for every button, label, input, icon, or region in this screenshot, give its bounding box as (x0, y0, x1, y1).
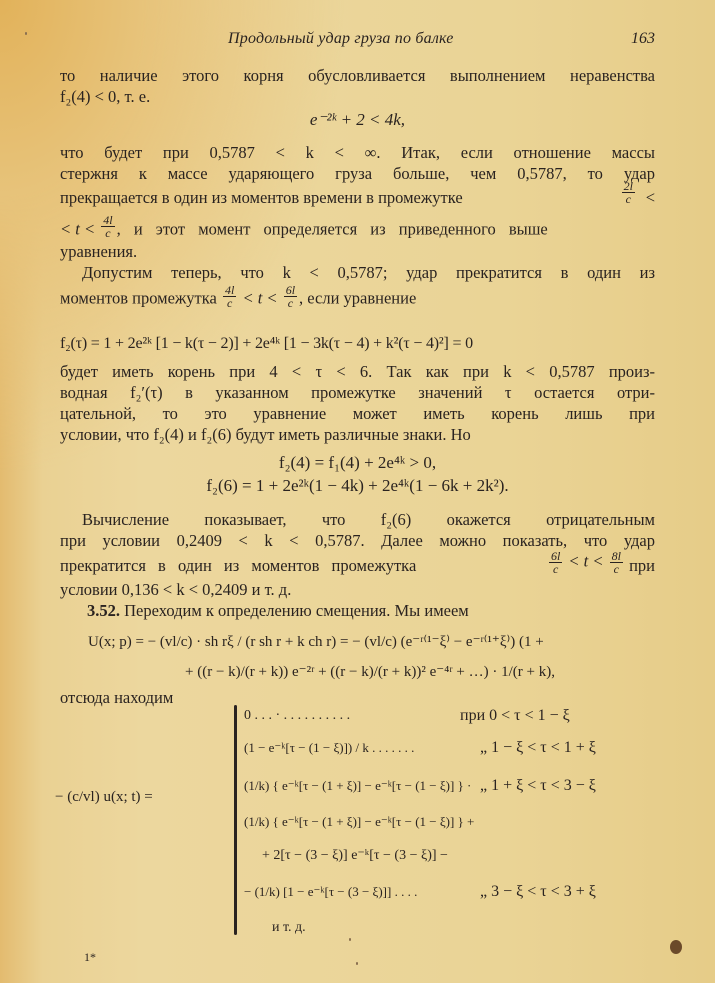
fraction (610, 550, 623, 575)
piecewise-brace (234, 705, 237, 935)
text-line: что будет при 0,5787 < k < ∞. Итак, если отношение массы (60, 143, 655, 162)
text-line: при условии 0,2409 < k < 0,5787. Далее можно показать, что удар (60, 531, 655, 550)
text-line: условии 0,136 < k < 0,2409 и т. д. (60, 580, 292, 599)
text-span: прекращается в один из моментов времени в промежутке (60, 188, 463, 207)
text-span: Переходим к определению смещения. Мы имеем (124, 601, 469, 620)
etc-text: и т. д. (272, 920, 306, 935)
fraction (549, 550, 562, 575)
ink-speck (356, 962, 358, 965)
text-span: , и этот момент определяется из приведенного выше (116, 219, 548, 239)
text-line (60, 213, 655, 243)
text-line: уравнения. (60, 242, 138, 261)
text-line (60, 549, 655, 576)
fraction (223, 284, 236, 309)
text-span: < t < (568, 551, 604, 571)
fraction-numerator: 6l (285, 283, 296, 297)
ink-blot (670, 940, 682, 954)
fraction (101, 214, 114, 239)
ink-speck (25, 32, 27, 35)
section-heading (60, 601, 655, 621)
text-span: < t < (60, 219, 96, 239)
fraction-denominator: c (287, 296, 294, 310)
section-number: 3.52. (87, 601, 120, 620)
case-condition: „ 3 − ξ < τ < 3 + ξ (480, 883, 596, 900)
paragraph-start: Допустим теперь, что k < 0,5787; удар прекратится в один из (82, 263, 655, 282)
equation: + ((r − k)/(r + k)) e⁻²ʳ + ((r − k)/(r + k))² e⁻⁴ʳ + …) · 1/(r + k), (185, 664, 555, 680)
equation: f₂(4) = f₁(4) + 2e⁴ᵏ > 0, (278, 453, 437, 472)
paragraph-start: Вычисление показывает, что f₂(6) окажется отрицательным (82, 510, 655, 529)
case-expression: (1 − e⁻ᵏ[τ − (1 − ξ)]) / k . . . . . . . (244, 740, 415, 755)
interval (547, 550, 625, 575)
equation: U(x; p) = − (vl/c) · sh rξ / (r sh r + k ch r) = − (vl/c) (e⁻ʳ⁽¹⁻ξ⁾ − e⁻ʳ⁽¹⁺ξ⁾) (1 + (88, 634, 544, 650)
fraction-numerator: 4l (103, 213, 113, 227)
page-number: 163 (631, 30, 655, 47)
text-span: , если уравнение (299, 288, 417, 308)
text-line: водная f₂′(τ) в указанном промежутке значений τ остается отри- (60, 383, 655, 402)
case-condition: при 0 < τ < 1 − ξ (460, 707, 570, 724)
signature-mark: 1* (84, 950, 96, 964)
text-span: < (645, 188, 655, 207)
text-span: прекратится в один из моментов промежутка (60, 556, 417, 575)
fraction-numerator: 2l (623, 179, 633, 193)
fraction-denominator: c (105, 226, 111, 240)
case-expression: − (1/k) [1 − e⁻ᵏ[τ − (3 − ξ)]] . . . . (244, 884, 418, 899)
fraction-numerator: 4l (225, 283, 235, 297)
ink-speck (349, 938, 351, 941)
fraction-denominator: c (552, 562, 559, 576)
case-expression: (1/k) { e⁻ᵏ[τ − (1 + ξ)] − e⁻ᵏ[τ − (1 − ξ)] } + (244, 814, 475, 829)
fraction-denominator: c (625, 192, 631, 206)
fraction (284, 284, 297, 309)
case-condition: „ 1 + ξ < τ < 3 − ξ (480, 777, 596, 794)
text-line: отсюда находим (60, 688, 174, 707)
running-header (60, 30, 655, 52)
running-title: Продольный удар груза по балке (228, 30, 454, 47)
case-expression: + 2[τ − (3 − ξ)] e⁻ᵏ[τ − (3 − ξ)] − (262, 848, 448, 863)
case-expression: (1/k) { e⁻ᵏ[τ − (1 + ξ)] − e⁻ᵏ[τ − (1 − ξ)] } · (244, 778, 472, 793)
piecewise-lhs: − (c/vl) u(x; t) = (55, 789, 153, 805)
fraction-numerator: 6l (550, 549, 561, 563)
case-expression: 0 . . . · . . . . . . . . . . (244, 708, 351, 723)
text-line (60, 179, 655, 208)
fraction (622, 180, 635, 205)
text-line: цательной, то это уравнение может иметь корень лишь при (60, 404, 655, 423)
case-condition: „ 1 − ξ < τ < 1 + ξ (480, 739, 596, 756)
text-line: будет иметь корень при 4 < τ < 6. Так как при k < 0,5787 произ- (60, 362, 655, 381)
text-line: стержня к массе ударяющего груза больше, чем 0,5787, то удар (60, 164, 655, 183)
text-line: условии, что f₂(4) и f₂(6) будут иметь различные знаки. Но (60, 425, 471, 444)
text-span: < t < (242, 288, 278, 308)
fraction-numerator: 8l (611, 549, 621, 563)
fraction-denominator: c (613, 562, 619, 576)
equation: e⁻²ᵏ + 2 < 4k, (309, 110, 406, 129)
text-line (60, 283, 655, 312)
equation: f₂(τ) = 1 + 2e²ᵏ [1 − k(τ − 2)] + 2e⁴ᵏ [1 − 3k(τ − 4) + k²(τ − 4)²] = 0 (60, 335, 473, 352)
fraction-denominator: c (227, 296, 233, 310)
text-line: то наличие этого корня обусловливается выполнением неравенства (60, 66, 655, 85)
text-span: при (629, 556, 655, 575)
text-line: f₂(4) < 0, т. е. (60, 87, 151, 106)
text-span: моментов промежутка (60, 288, 217, 308)
equation: f₂(6) = 1 + 2e²ᵏ(1 − 4k) + 2e⁴ᵏ(1 − 6k + 2k²). (206, 476, 509, 495)
